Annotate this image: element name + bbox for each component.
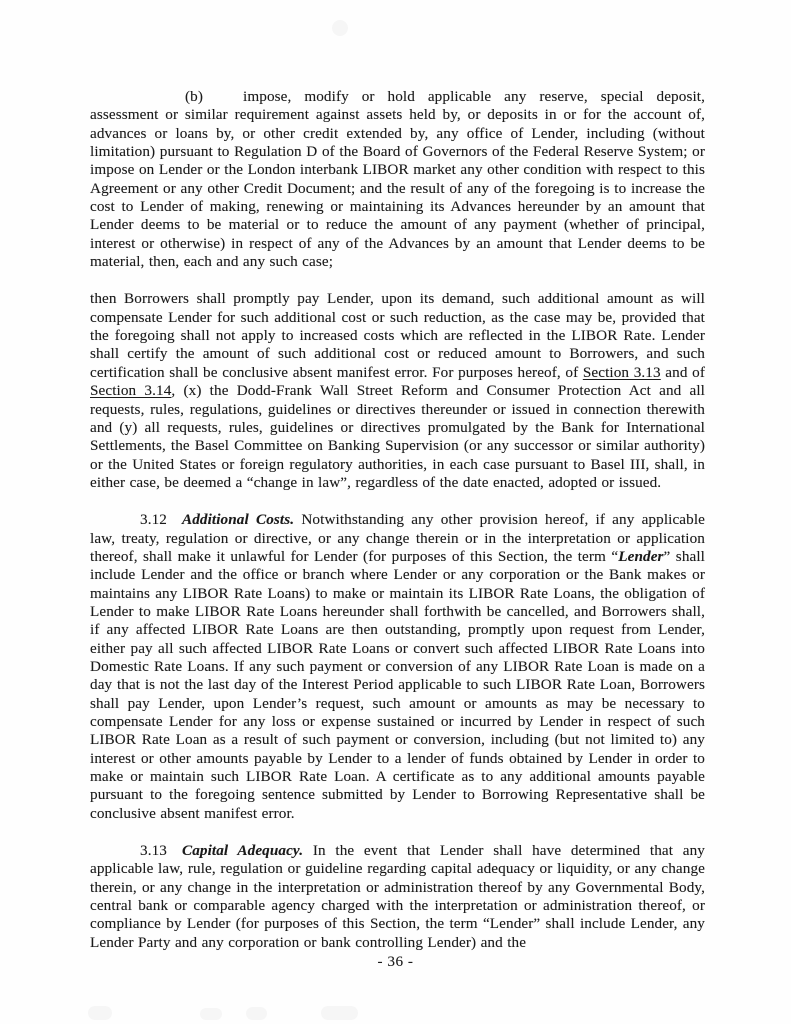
defined-term: Lender — [618, 547, 664, 565]
scan-artifact — [200, 1008, 222, 1020]
paragraph-clause-b — [90, 88, 705, 271]
page-body — [90, 88, 705, 971]
body-text: then Borrowers shall promptly pay Lender, upon its demand, such additional amount as will compensate Lender for such additional cost or such reduction, as the case may be, provided that the foregoing shall not apply to increased costs which are reflected in the LIBOR Rate. Lender shall certify the amount of such additional cost or reduced amount to Borrowers, and such certification shall be conclusive absent manifest error. For purposes hereof, of — [90, 290, 705, 381]
section-3-14-reference: Section 3.14 — [90, 382, 172, 400]
body-text: and of — [660, 363, 705, 381]
section-3-12-paragraph — [90, 511, 705, 823]
body-text: In the event that Lender shall have determined that any applicable law, rule, regulation or guideline regarding capital adequacy or liquidity, or any change therein, or any change in the interpretation or administration thereof by any Governmental Body, central bank or comparable agency charged with the interpretation or administration thereof, or compliance by Lender (for purposes of this Section, the term “Lender” shall include Lender, any Lender Party and any corporation or bank controlling Lender) and the — [90, 842, 705, 951]
scan-artifact — [246, 1007, 267, 1020]
body-text: Notwithstanding any other provision hereof, if any applicable law, treaty, regulation or directive, or any change therein or in the interpretation or application thereof, shall make it unlawful for Lender (for purposes of this Section, the term “ — [90, 511, 705, 565]
section-heading: Additional Costs. — [181, 511, 295, 529]
page-number: - 36 - — [377, 953, 414, 970]
scan-artifact — [321, 1006, 358, 1020]
section-number: 3.13 — [140, 842, 167, 860]
paragraph-then-borrowers — [90, 290, 705, 492]
section-3-13-paragraph — [90, 842, 705, 952]
body-text: ” shall include Lender and the office or branch where Lender or any corporation or the Bank makes or maintains any LIBOR Rate Loans) to make or maintain its LIBOR Rate Loans, the obligation of Lender to make LIBOR Rate Loans hereunder shall forthwith be cancelled, and Borrowers shall, if any affected LIBOR Rate Loans are then outstanding, promptly upon request from Lender, either pay all such affected LIBOR Rate Loans or convert such affected LIBOR Rate Loans into Domestic Rate Loans. If any such payment or conversion of any LIBOR Rate Loan is made on a day that is not the last day of the Interest Period applicable to such LIBOR Rate Loan, Borrowers shall pay Lender, upon Lender’s request, such amount or amounts as may be necessary to compensate Lender for any loss or expense sustained or incurred by Lender in respect of such LIBOR Rate Loan as a result of such payment or conversion, including (but not limited to) any interest or other amounts payable by Lender to a lender of funds obtained by Lender in order to make or maintain such LIBOR Rate Loan. A certificate as to any additional amounts payable pursuant to the foregoing sentence submitted by Lender to Borrowing Representative shall be conclusive absent manifest error. — [90, 547, 705, 822]
body-text: , (x) the Dodd-Frank Wall Street Reform and Consumer Protection Act and all requests, rules, regulations, guidelines or directives thereunder or issued in connection therewith and (y) all requests, rules, guidelines or directives promulgated by the Bank for International Settlements, the Basel Committee on Banking Supervision (or any successor or similar authority) or the United States or foreign regulatory authorities, in each case pursuant to Basel III, shall, in either case, be deemed a “change in law”, regardless of the date enacted, adopted or issued. — [90, 382, 705, 491]
clause-text: impose, modify or hold applicable any reserve, special deposit, assessment or similar requirement against assets held by, or deposits in or for the account of, advances or loans by, or other credit extended by, any office of Lender, including (without limitation) pursuant to Regulation D of the Board of Governors of the Federal Reserve System; or impose on Lender or the London interbank LIBOR market any other condition with respect to this Agreement or any other Credit Document; and the result of any of the foregoing is to increase the cost to Lender of making, renewing or maintaining its Advances hereunder by an amount that Lender deems to be material or to reduce the amount of any payment (whether of principal, interest or otherwise) in respect of any of the Advances by an amount that Lender deems to be material, then, each and any such case; — [90, 88, 705, 271]
section-3-13-reference: Section 3.13 — [582, 363, 661, 381]
scan-artifact — [332, 20, 348, 36]
section-heading: Capital Adequacy. — [181, 842, 304, 860]
clause-label: (b) — [185, 88, 204, 105]
scan-artifact — [88, 1006, 112, 1020]
section-number: 3.12 — [140, 511, 167, 529]
